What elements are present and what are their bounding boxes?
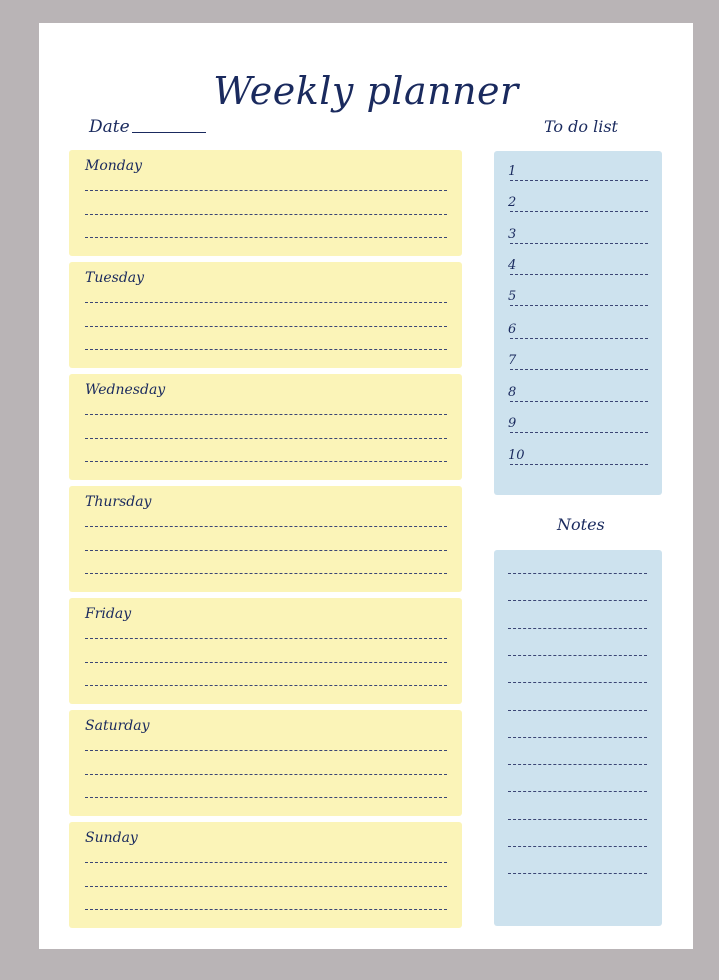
todo-item[interactable] (508, 286, 648, 306)
writing-line[interactable] (85, 862, 447, 863)
page-title: Weekly planner (213, 69, 519, 113)
todo-number: 7 (508, 353, 517, 368)
writing-line[interactable] (85, 774, 447, 775)
todo-line[interactable] (510, 464, 648, 465)
writing-line[interactable] (85, 214, 447, 215)
note-line[interactable] (508, 655, 647, 656)
todo-number: 6 (508, 322, 517, 337)
todo-line[interactable] (510, 180, 648, 181)
note-line[interactable] (508, 682, 647, 683)
todo-list-panel (494, 151, 662, 495)
writing-line[interactable] (85, 414, 447, 415)
writing-line[interactable] (85, 909, 447, 910)
todo-item[interactable] (508, 255, 648, 275)
planner-sheet (39, 23, 693, 949)
note-line[interactable] (508, 710, 647, 711)
writing-line[interactable] (85, 750, 447, 751)
todo-item[interactable] (508, 192, 648, 212)
todo-line[interactable] (510, 401, 648, 402)
todo-number: 10 (508, 448, 525, 463)
day-panel-friday[interactable] (69, 598, 462, 704)
todo-number: 2 (508, 195, 517, 210)
todo-item[interactable] (508, 161, 648, 181)
writing-line[interactable] (85, 190, 447, 191)
day-label: Thursday (85, 494, 152, 510)
todo-number: 3 (508, 227, 517, 242)
todo-item[interactable] (508, 445, 648, 465)
note-line[interactable] (508, 600, 647, 601)
note-line[interactable] (508, 873, 647, 874)
note-line[interactable] (508, 737, 647, 738)
notes-title: Notes (557, 515, 605, 534)
todo-number: 4 (508, 258, 517, 273)
note-line[interactable] (508, 764, 647, 765)
day-label: Friday (85, 606, 132, 622)
todo-line[interactable] (510, 211, 648, 212)
todo-number: 9 (508, 416, 517, 431)
day-label: Tuesday (85, 270, 145, 286)
todo-line[interactable] (510, 305, 648, 306)
writing-line[interactable] (85, 326, 447, 327)
day-panel-wednesday[interactable] (69, 374, 462, 480)
date-label: Date (89, 117, 130, 137)
todo-item[interactable] (508, 319, 648, 339)
todo-number: 5 (508, 289, 517, 304)
todo-number: 8 (508, 385, 517, 400)
writing-line[interactable] (85, 461, 447, 462)
day-panel-thursday[interactable] (69, 486, 462, 592)
day-panel-saturday[interactable] (69, 710, 462, 816)
note-line[interactable] (508, 819, 647, 820)
day-label: Monday (85, 158, 142, 174)
date-field[interactable] (89, 117, 206, 137)
writing-line[interactable] (85, 638, 447, 639)
writing-line[interactable] (85, 685, 447, 686)
todo-line[interactable] (510, 369, 648, 370)
note-line[interactable] (508, 791, 647, 792)
note-line[interactable] (508, 628, 647, 629)
todo-item[interactable] (508, 224, 648, 244)
writing-line[interactable] (85, 573, 447, 574)
day-panel-tuesday[interactable] (69, 262, 462, 368)
todo-item[interactable] (508, 350, 648, 370)
writing-line[interactable] (85, 550, 447, 551)
day-label: Sunday (85, 830, 138, 846)
todo-item[interactable] (508, 382, 648, 402)
todo-item[interactable] (508, 413, 648, 433)
writing-line[interactable] (85, 886, 447, 887)
day-label: Saturday (85, 718, 150, 734)
writing-line[interactable] (85, 438, 447, 439)
writing-line[interactable] (85, 526, 447, 527)
day-panel-sunday[interactable] (69, 822, 462, 928)
todo-list-title: To do list (544, 117, 618, 136)
note-line[interactable] (508, 573, 647, 574)
day-label: Wednesday (85, 382, 166, 398)
writing-line[interactable] (85, 797, 447, 798)
todo-line[interactable] (510, 243, 648, 244)
todo-line[interactable] (510, 338, 648, 339)
todo-line[interactable] (510, 432, 648, 433)
day-panel-monday[interactable] (69, 150, 462, 256)
writing-line[interactable] (85, 237, 447, 238)
date-underline (132, 132, 206, 133)
writing-line[interactable] (85, 349, 447, 350)
todo-line[interactable] (510, 274, 648, 275)
writing-line[interactable] (85, 302, 447, 303)
notes-panel[interactable] (494, 550, 662, 926)
note-line[interactable] (508, 846, 647, 847)
todo-number: 1 (508, 164, 517, 179)
writing-line[interactable] (85, 662, 447, 663)
